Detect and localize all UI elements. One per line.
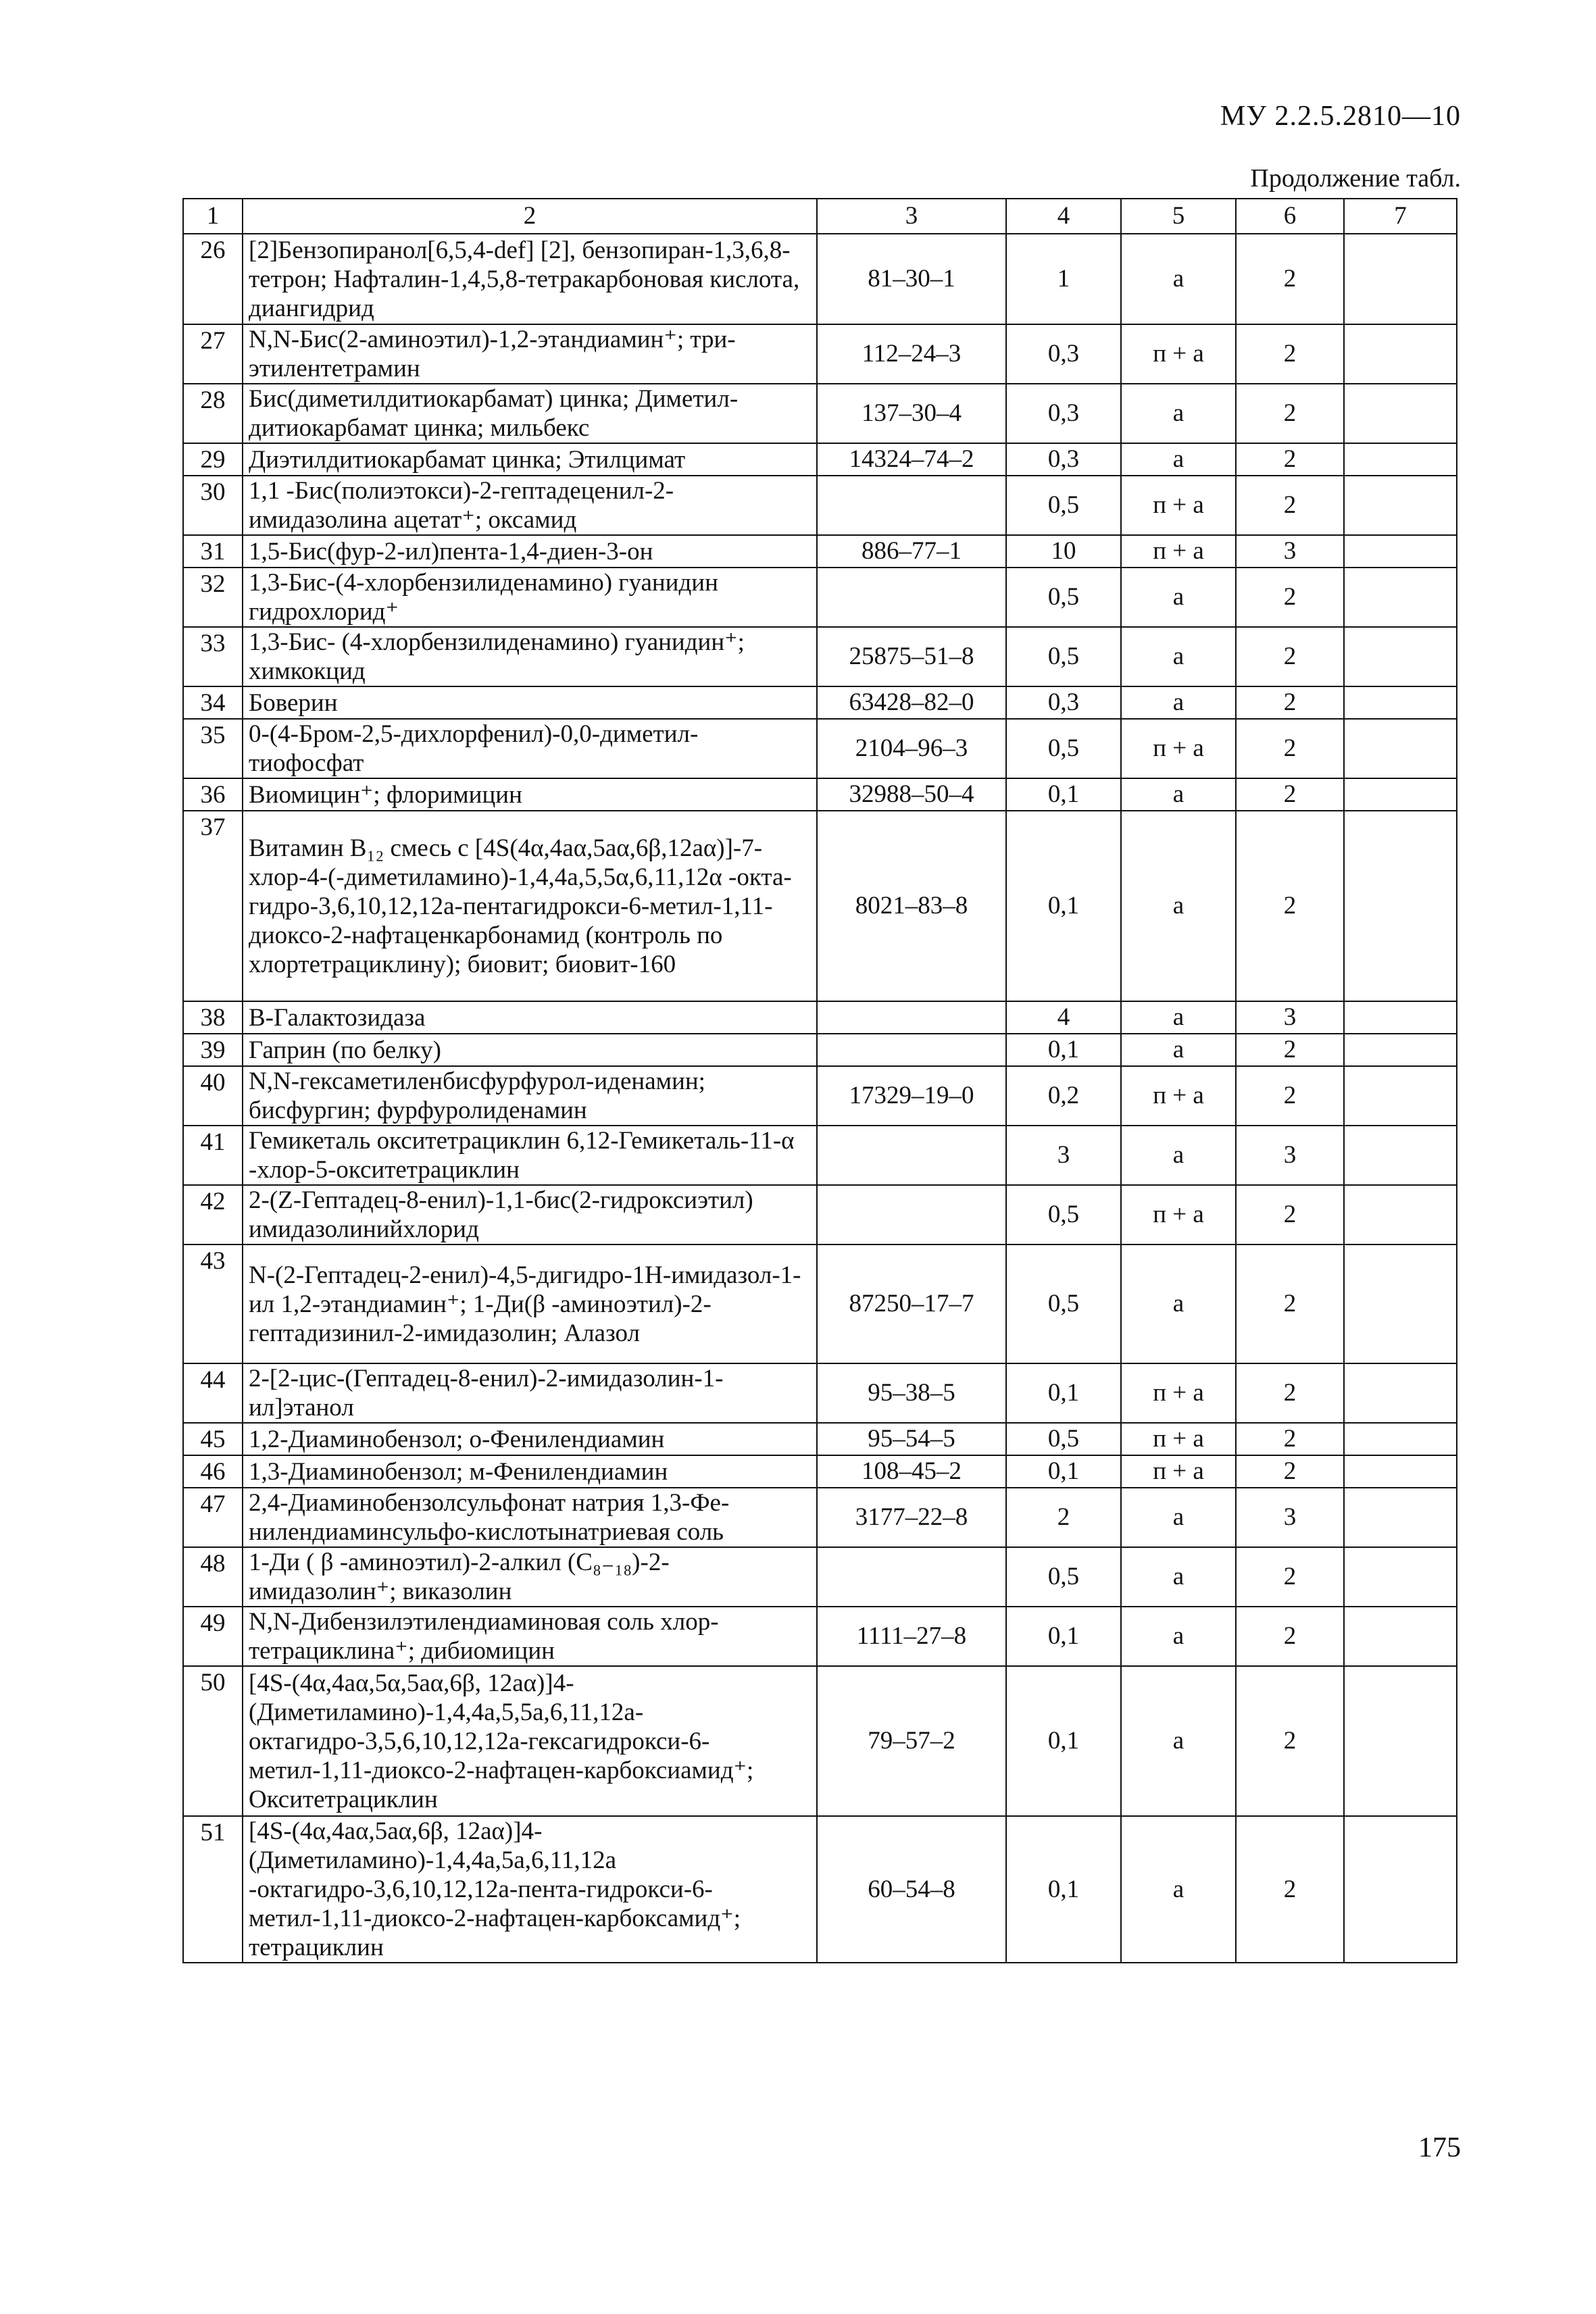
row-number: 31 xyxy=(183,535,243,568)
aggregate-state: п + а xyxy=(1121,1455,1236,1488)
hazard-class: 2 xyxy=(1236,778,1344,811)
note xyxy=(1344,384,1457,443)
aggregate-state: а xyxy=(1121,384,1236,443)
cas-number xyxy=(817,1185,1006,1244)
table-row xyxy=(183,1607,1457,1666)
limit-value: 0,3 xyxy=(1006,443,1121,476)
table-row xyxy=(183,1816,1457,1963)
row-number: 45 xyxy=(183,1423,243,1455)
aggregate-state: а xyxy=(1121,1126,1236,1185)
note xyxy=(1344,1488,1457,1547)
table-row xyxy=(183,1244,1457,1363)
cas-number: 886–77–1 xyxy=(817,535,1006,568)
hazard-class: 3 xyxy=(1236,1001,1344,1034)
substance-name: [2]Бензопиранол[6,5,4-def] [2], бензопиран-1,3,6,8-тетрон; Нафталин-1,4,5,8-тетракарбоновая кислота, диангидрид xyxy=(243,234,817,324)
table-body xyxy=(183,234,1457,1963)
substance-name: Диэтилдитиокарбамат цинка; Этилцимат xyxy=(243,443,817,476)
limit-value: 0,5 xyxy=(1006,568,1121,627)
substance-name: Виомицин⁺; флоримицин xyxy=(243,778,817,811)
limit-value: 0,1 xyxy=(1006,1607,1121,1666)
note xyxy=(1344,324,1457,384)
row-number: 38 xyxy=(183,1001,243,1034)
note xyxy=(1344,1126,1457,1185)
limit-value: 0,3 xyxy=(1006,384,1121,443)
note xyxy=(1344,1423,1457,1455)
hazard-class: 2 xyxy=(1236,1666,1344,1816)
cas-number: 112–24–3 xyxy=(817,324,1006,384)
table-continuation-label: Продолжение табл. xyxy=(1250,164,1461,193)
note xyxy=(1344,778,1457,811)
table-header-row xyxy=(183,199,1457,234)
substance-name: Гаприн (по белку) xyxy=(243,1034,817,1066)
limit-value: 0,5 xyxy=(1006,1185,1121,1244)
limit-value: 1 xyxy=(1006,234,1121,324)
limit-value: 0,1 xyxy=(1006,1816,1121,1963)
note xyxy=(1344,443,1457,476)
row-number: 40 xyxy=(183,1066,243,1126)
note xyxy=(1344,535,1457,568)
substance-name: N,N-гексаметиленбисфурфурол-иденамин; бисфургин; фурфуролиденамин xyxy=(243,1066,817,1126)
column-header: 5 xyxy=(1121,199,1236,234)
aggregate-state: а xyxy=(1121,1607,1236,1666)
cas-number xyxy=(817,1001,1006,1034)
limit-value: 0,2 xyxy=(1006,1066,1121,1126)
note xyxy=(1344,719,1457,778)
column-header: 2 xyxy=(243,199,817,234)
substance-name: Бис(диметилдитиокарбамат) цинка; Диметил-дитиокарбамат цинка; мильбекс xyxy=(243,384,817,443)
cas-number: 79–57–2 xyxy=(817,1666,1006,1816)
substance-name: 2-[2-цис-(Гептадец-8-енил)-2-имидазолин-1-ил]этанол xyxy=(243,1363,817,1423)
substance-name: 1-Ди ( β -аминоэтил)-2-алкил (C₈₋₁₈)-2-имидазолин⁺; виказолин xyxy=(243,1547,817,1607)
aggregate-state: п + а xyxy=(1121,1185,1236,1244)
table-row xyxy=(183,443,1457,476)
row-number: 36 xyxy=(183,778,243,811)
row-number: 48 xyxy=(183,1547,243,1607)
note xyxy=(1344,1816,1457,1963)
aggregate-state: а xyxy=(1121,811,1236,1001)
table-row xyxy=(183,234,1457,324)
row-number: 35 xyxy=(183,719,243,778)
table-row xyxy=(183,535,1457,568)
cas-number xyxy=(817,476,1006,535)
hazard-class: 2 xyxy=(1236,1185,1344,1244)
note xyxy=(1344,1066,1457,1126)
substance-name: 1,2-Диаминобензол; о-Фенилендиамин xyxy=(243,1423,817,1455)
substance-name: 1,3-Бис- (4-хлорбензилиденамино) гуанидин⁺; химкокцид xyxy=(243,627,817,686)
limit-value: 0,1 xyxy=(1006,1666,1121,1816)
aggregate-state: а xyxy=(1121,1034,1236,1066)
limit-value: 0,5 xyxy=(1006,719,1121,778)
note xyxy=(1344,686,1457,719)
limit-value: 0,1 xyxy=(1006,778,1121,811)
substances-table xyxy=(182,198,1457,1963)
hazard-class: 2 xyxy=(1236,627,1344,686)
row-number: 34 xyxy=(183,686,243,719)
hazard-class: 2 xyxy=(1236,1455,1344,1488)
substance-name: 1,3-Диаминобензол; м-Фенилендиамин xyxy=(243,1455,817,1488)
hazard-class: 3 xyxy=(1236,1488,1344,1547)
cas-number xyxy=(817,568,1006,627)
column-header: 6 xyxy=(1236,199,1344,234)
table-row xyxy=(183,627,1457,686)
hazard-class: 2 xyxy=(1236,1816,1344,1963)
table-row xyxy=(183,1066,1457,1126)
substance-name: 1,1 -Бис(полиэтокси)-2-гептадеценил-2-имидазолина ацетат⁺; оксамид xyxy=(243,476,817,535)
table-row xyxy=(183,384,1457,443)
cas-number: 81–30–1 xyxy=(817,234,1006,324)
limit-value: 0,5 xyxy=(1006,1423,1121,1455)
row-number: 26 xyxy=(183,234,243,324)
cas-number: 95–38–5 xyxy=(817,1363,1006,1423)
note xyxy=(1344,476,1457,535)
substance-name: N-(2-Гептадец-2-енил)-4,5-дигидро-1H-имидазол-1-ил 1,2-этандиамин⁺; 1-Ди(β -аминоэтил)-2-гептадизинил-2-имидазолин; Алазол xyxy=(243,1244,817,1363)
row-number: 51 xyxy=(183,1816,243,1963)
hazard-class: 2 xyxy=(1236,1034,1344,1066)
limit-value: 0,3 xyxy=(1006,324,1121,384)
hazard-class: 2 xyxy=(1236,1547,1344,1607)
hazard-class: 2 xyxy=(1236,476,1344,535)
note xyxy=(1344,1244,1457,1363)
substance-name: [4S-(4α,4aα,5α,5aα,6β, 12aα)]4-(Диметиламино)-1,4,4a,5,5a,6,11,12a-октагидро-3,5,6,10,12,12a-гексагидрокси-6-метил-1,11-диоксо-2-нафтацен-карбоксиамид⁺; Окситетрациклин xyxy=(243,1666,817,1816)
document-code: МУ 2.2.5.2810—10 xyxy=(1220,101,1461,132)
limit-value: 0,5 xyxy=(1006,476,1121,535)
table-row xyxy=(183,686,1457,719)
substance-name: Боверин xyxy=(243,686,817,719)
aggregate-state: п + а xyxy=(1121,535,1236,568)
hazard-class: 2 xyxy=(1236,1066,1344,1126)
note xyxy=(1344,1666,1457,1816)
cas-number: 95–54–5 xyxy=(817,1423,1006,1455)
cas-number xyxy=(817,1547,1006,1607)
aggregate-state: п + а xyxy=(1121,1423,1236,1455)
hazard-class: 2 xyxy=(1236,568,1344,627)
page-number: 175 xyxy=(1418,2132,1461,2163)
aggregate-state: а xyxy=(1121,1816,1236,1963)
aggregate-state: а xyxy=(1121,443,1236,476)
aggregate-state: а xyxy=(1121,1547,1236,1607)
table-row xyxy=(183,1666,1457,1816)
hazard-class: 2 xyxy=(1236,384,1344,443)
hazard-class: 2 xyxy=(1236,1607,1344,1666)
substance-name: 1,5-Бис(фур-2-ил)пента-1,4-диен-3-он xyxy=(243,535,817,568)
aggregate-state: а xyxy=(1121,1001,1236,1034)
table-row xyxy=(183,1547,1457,1607)
substance-name: N,N-Дибензилэтилендиаминовая соль хлор-тетрациклина⁺; дибиомицин xyxy=(243,1607,817,1666)
aggregate-state: а xyxy=(1121,234,1236,324)
aggregate-state: а xyxy=(1121,1488,1236,1547)
hazard-class: 2 xyxy=(1236,1423,1344,1455)
table-row xyxy=(183,1034,1457,1066)
hazard-class: 2 xyxy=(1236,324,1344,384)
note xyxy=(1344,1455,1457,1488)
row-number: 47 xyxy=(183,1488,243,1547)
note xyxy=(1344,568,1457,627)
aggregate-state: п + а xyxy=(1121,1363,1236,1423)
limit-value: 0,1 xyxy=(1006,811,1121,1001)
note xyxy=(1344,1001,1457,1034)
limit-value: 0,3 xyxy=(1006,686,1121,719)
limit-value: 0,1 xyxy=(1006,1034,1121,1066)
limit-value: 0,1 xyxy=(1006,1455,1121,1488)
substance-name: 2,4-Диаминобензолсульфонат натрия 1,3-Фе-нилендиаминсульфо-кислотынатриевая соль xyxy=(243,1488,817,1547)
cas-number: 1111–27–8 xyxy=(817,1607,1006,1666)
limit-value: 0,5 xyxy=(1006,1244,1121,1363)
cas-number: 14324–74–2 xyxy=(817,443,1006,476)
limit-value: 3 xyxy=(1006,1126,1121,1185)
row-number: 44 xyxy=(183,1363,243,1423)
note xyxy=(1344,1547,1457,1607)
substance-name: 0-(4-Бром-2,5-дихлорфенил)-0,0-диметил-тиофосфат xyxy=(243,719,817,778)
note xyxy=(1344,234,1457,324)
hazard-class: 3 xyxy=(1236,1126,1344,1185)
row-number: 37 xyxy=(183,811,243,1001)
row-number: 32 xyxy=(183,568,243,627)
aggregate-state: а xyxy=(1121,778,1236,811)
table-row xyxy=(183,811,1457,1001)
column-header: 3 xyxy=(817,199,1006,234)
table-row xyxy=(183,719,1457,778)
row-number: 28 xyxy=(183,384,243,443)
aggregate-state: п + а xyxy=(1121,324,1236,384)
table-row xyxy=(183,324,1457,384)
limit-value: 10 xyxy=(1006,535,1121,568)
note xyxy=(1344,1185,1457,1244)
table-row xyxy=(183,476,1457,535)
aggregate-state: а xyxy=(1121,627,1236,686)
table-row xyxy=(183,1126,1457,1185)
aggregate-state: а xyxy=(1121,1244,1236,1363)
cas-number: 137–30–4 xyxy=(817,384,1006,443)
hazard-class: 2 xyxy=(1236,686,1344,719)
hazard-class: 2 xyxy=(1236,234,1344,324)
limit-value: 0,5 xyxy=(1006,1547,1121,1607)
hazard-class: 2 xyxy=(1236,1363,1344,1423)
row-number: 29 xyxy=(183,443,243,476)
substance-name: Гемикеталь окситетрациклин 6,12-Гемикеталь-11-α -хлор-5-окситетрациклин xyxy=(243,1126,817,1185)
table-row xyxy=(183,778,1457,811)
row-number: 33 xyxy=(183,627,243,686)
row-number: 30 xyxy=(183,476,243,535)
aggregate-state: а xyxy=(1121,568,1236,627)
cas-number: 60–54–8 xyxy=(817,1816,1006,1963)
aggregate-state: а xyxy=(1121,1666,1236,1816)
aggregate-state: п + а xyxy=(1121,476,1236,535)
cas-number: 3177–22–8 xyxy=(817,1488,1006,1547)
row-number: 27 xyxy=(183,324,243,384)
hazard-class: 2 xyxy=(1236,443,1344,476)
limit-value: 0,1 xyxy=(1006,1363,1121,1423)
table-row xyxy=(183,1363,1457,1423)
hazard-class: 2 xyxy=(1236,1244,1344,1363)
table-row xyxy=(183,1455,1457,1488)
table-row xyxy=(183,1423,1457,1455)
hazard-class: 2 xyxy=(1236,719,1344,778)
aggregate-state: п + а xyxy=(1121,1066,1236,1126)
note xyxy=(1344,1607,1457,1666)
note xyxy=(1344,1034,1457,1066)
cas-number xyxy=(817,1034,1006,1066)
row-number: 50 xyxy=(183,1666,243,1816)
note xyxy=(1344,1363,1457,1423)
row-number: 41 xyxy=(183,1126,243,1185)
cas-number xyxy=(817,1126,1006,1185)
cas-number: 32988–50–4 xyxy=(817,778,1006,811)
substance-name: 2-(Z-Гептадец-8-енил)-1,1-бис(2-гидроксиэтил) имидазолинийхлорид xyxy=(243,1185,817,1244)
cas-number: 87250–17–7 xyxy=(817,1244,1006,1363)
cas-number: 17329–19–0 xyxy=(817,1066,1006,1126)
row-number: 46 xyxy=(183,1455,243,1488)
limit-value: 0,5 xyxy=(1006,627,1121,686)
aggregate-state: п + а xyxy=(1121,719,1236,778)
row-number: 39 xyxy=(183,1034,243,1066)
column-header: 4 xyxy=(1006,199,1121,234)
column-header: 1 xyxy=(183,199,243,234)
note xyxy=(1344,811,1457,1001)
cas-number: 63428–82–0 xyxy=(817,686,1006,719)
table-row xyxy=(183,1185,1457,1244)
cas-number: 8021–83–8 xyxy=(817,811,1006,1001)
substance-name: B-Галактозидаза xyxy=(243,1001,817,1034)
row-number: 42 xyxy=(183,1185,243,1244)
table-row xyxy=(183,1001,1457,1034)
row-number: 43 xyxy=(183,1244,243,1363)
limit-value: 4 xyxy=(1006,1001,1121,1034)
column-header: 7 xyxy=(1344,199,1457,234)
table-row xyxy=(183,1488,1457,1547)
substance-name: N,N-Бис(2-аминоэтил)-1,2-этандиамин⁺; три-этилентетрамин xyxy=(243,324,817,384)
substance-name: 1,3-Бис-(4-хлорбензилиденамино) гуанидин гидрохлорид⁺ xyxy=(243,568,817,627)
aggregate-state: а xyxy=(1121,686,1236,719)
note xyxy=(1344,627,1457,686)
substance-name: [4S-(4α,4aα,5aα,6β, 12aα)]4-(Диметиламино)-1,4,4a,5a,6,11,12a -октагидро-3,6,10,12,12a-пента-гидрокси-6-метил-1,11-диоксо-2-нафтацен-карбоксамид⁺; тетрациклин xyxy=(243,1816,817,1963)
table-row xyxy=(183,568,1457,627)
cas-number: 108–45–2 xyxy=(817,1455,1006,1488)
cas-number: 2104–96–3 xyxy=(817,719,1006,778)
substance-name: Витамин B₁₂ смесь с [4S(4α,4aα,5aα,6β,12aα)]-7-хлор-4-(-диметиламино)-1,4,4a,5,5α,6,11,12α -окта-гидро-3,6,10,12,12a-пентагидрокси-6-метил-1,11-диоксо-2-нафтаценкарбонамид (контроль по хлортетрациклину); биовит; биовит-160 xyxy=(243,811,817,1001)
hazard-class: 2 xyxy=(1236,811,1344,1001)
limit-value: 2 xyxy=(1006,1488,1121,1547)
row-number: 49 xyxy=(183,1607,243,1666)
hazard-class: 3 xyxy=(1236,535,1344,568)
cas-number: 25875–51–8 xyxy=(817,627,1006,686)
